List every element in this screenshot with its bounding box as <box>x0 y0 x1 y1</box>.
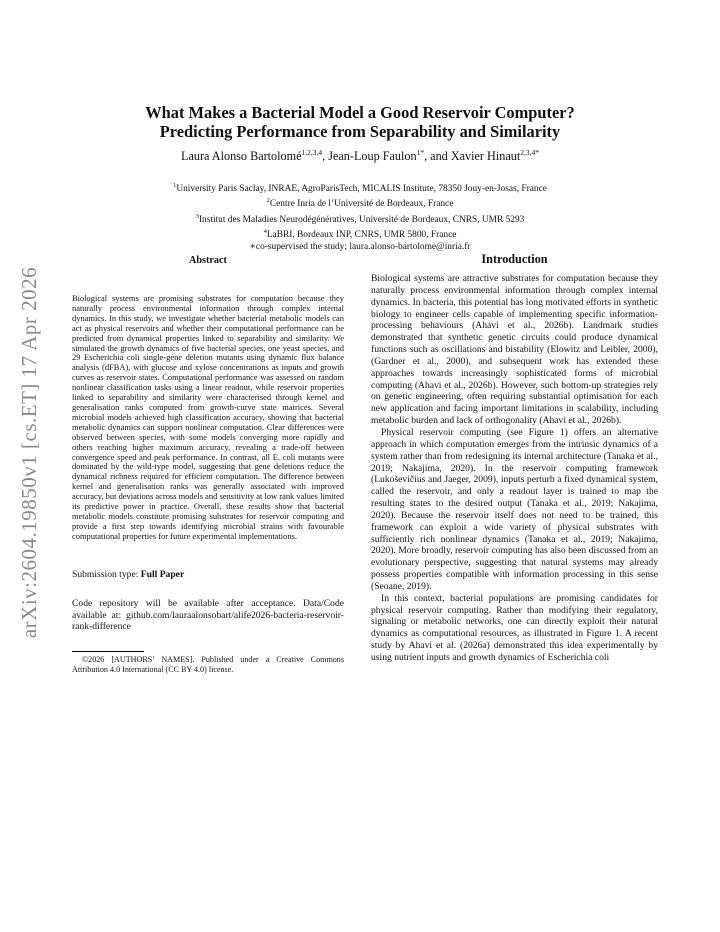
submission-type-value: Full Paper <box>140 568 185 580</box>
author-name: Jean-Loup Faulon <box>328 149 417 164</box>
arxiv-id-text: arXiv:2604.19850v1 [cs.ET] 17 Apr 2026 <box>17 266 42 638</box>
affiliations <box>100 180 620 253</box>
abstract-text: Biological systems are promising substrates for computation because they naturally process environmental information through complex internal dynamics. In this study, we investigate whether bacterial metabolic models can act as physical reservoirs and whether their computational performance can be predicted from dynamical properties linked to separability and similarity. We simulated the growth dynamics of five bacterial species, one yeast species, and 29 Escherichia coli single-gene deletion mutants using dynamic flux balance analysis (dFBA), with glucose and xylose concentrations as inputs and growth curves as reservoir states. Computational performance was assessed on random nonlinear classification tasks using a linear readout, while reservoir properties linked to separability and similarity were characterised through kernel and generalisation ranks computed from growth-curve state matrices. Several microbial models achieved high classification accuracy, showing that bacterial metabolic dynamics can support nonlinear computation. Clear differences were observed between species, with some models converging more rapidly and others reaching higher maximum accuracy, revealing a trade-off between convergence speed and peak performance. In contrast, all E. coli mutants were dominated by the wild-type model, suggesting that gene deletions reduce the dynamical richness required for efficient computation. The difference between kernel and generalisation ranks was generally associated with improved accuracy, but deviations across models and sensitivity at low rank values limited its predictive power in practice. Overall, these results show that bacterial metabolic models constitute promising substrates for reservoir computing and provide a first step towards identifying microbial strains with favourable computational properties for future experimental implementations. <box>72 293 344 541</box>
author-affiliation-marker: 1* <box>416 148 425 157</box>
author-affiliation-marker: 1,2,3,4 <box>301 148 323 157</box>
abstract-heading: Abstract <box>189 255 227 266</box>
introduction-heading: Introduction <box>481 252 548 266</box>
author-affiliation-marker: 2,3,4* <box>520 148 539 157</box>
paper-title-line-1: What Makes a Bacterial Model a Good Reservoir Computer? <box>145 103 575 122</box>
affiliation-text: Centre Inria de l’Université de Bordeaux, France <box>269 199 454 210</box>
affiliation-text: University Paris Saclay, INRAE, AgroParisTech, MICALIS Institute, 78350 Jouy-en-Josas, France <box>176 184 547 195</box>
cosupervision-note: ∗co-supervised the study; laura.alonso-bartolome@inria.fr <box>249 241 471 252</box>
left-column <box>72 252 344 675</box>
introduction-paragraph: Physical reservoir computing (see Figure 1) offers an alternative approach in which computation emerges from the intrinsic dynamics of a system rather than from redesigning its internal architecture (Tanaka et al., 2019; Nakajima, 2020). In the reservoir computing framework (Lukoševičius and Jaeger, 2009), inputs perturb a fixed dynamical system, called the reservoir, and only a readout layer is trained to map the resulting states to the desired output (Tanaka et al., 2019; Nakajima, 2020). Because the reservoir itself does not need to be trained, this framework can exploit a wide variety of physical substrates with sufficiently rich nonlinear dynamics (Tanaka et al., 2019; Nakajima, 2020). More broadly, reservoir computing has also been discussed from an evolutionary perspective, suggesting that natural systems may already possess properties compatible with information processing in this sense (Seoane, 2019). <box>371 426 658 592</box>
affiliation-line <box>100 195 620 210</box>
affiliation-line <box>100 226 620 241</box>
author-name: Laura Alonso Bartolomé <box>181 149 302 164</box>
author-separator: , and <box>424 149 451 164</box>
right-column <box>371 252 658 664</box>
code-availability-note: Code repository will be available after acceptance. Data/Code available at: github.com/lauraalonsobart/alife2026-bacteria-reservoir-rank-difference <box>72 597 344 633</box>
paper-title-line-2: Predicting Performance from Separability and Similarity <box>159 122 561 141</box>
introduction-paragraph: Biological systems are attractive substrates for computation because they naturally process environmental information through complex internal dynamics. In bacteria, this potential has long motivated efforts in synthetic biology to engineer cells capable of implementing specific information-processing behaviours (Ahavi et al., 2026b). Landmark studies demonstrated that synthetic genetic circuits could produce dynamical functions such as oscillations and bistability (Elowitz and Leibler, 2000), (Gardner et al., 2000), and subsequent work has extended these approaches towards increasingly sophisticated forms of microbial computing (Ahavi et al., 2026b). However, such bottom-up strategies rely on genetic engineering, often requiring substantial optimisation for each new application and facing important limitations in scalability, including metabolic burden and lack of orthogonality (Ahavi et al., 2026b). <box>371 273 658 427</box>
affiliation-number: 4 <box>263 228 267 236</box>
author-list <box>100 148 620 164</box>
paper-header <box>100 103 620 164</box>
submission-type-label: Submission type: <box>72 568 141 580</box>
footnote-divider <box>72 651 144 652</box>
affiliation-number: 1 <box>173 182 177 189</box>
affiliation-number: 2 <box>266 197 270 205</box>
arxiv-identifier <box>12 262 48 642</box>
affiliation-text: LaBRI, Bordeaux INP, CNRS, UMR 5800, France <box>266 230 457 241</box>
author-separator: , <box>322 149 329 164</box>
affiliation-line <box>100 211 620 226</box>
submission-type <box>72 569 344 580</box>
affiliation-text: Institut des Maladies Neurodégénératives, Université de Bordeaux, CNRS, UMR 5293 <box>198 214 525 225</box>
introduction-paragraph: In this context, bacterial populations are promising candidates for physical reservoir computing. Rather than modifying their regulatory, signaling or metabolic networks, one can directly exploit their natural dynamics as computational resources, as illustrated in Figure 1. A recent study by Ahavi et al. (2026a) demonstrated this idea experimentally by using nutrient inputs and growth dynamics of Escherichia coli <box>371 592 658 663</box>
license-footnote: ©2026 [AUTHORS’ NAMES]. Published under a Creative Commons Attribution 4.0 International (CC BY 4.0) license. <box>72 655 344 675</box>
author-name: Xavier Hinaut <box>450 149 521 164</box>
affiliation-number: 3 <box>195 212 199 220</box>
affiliation-line <box>100 180 620 195</box>
